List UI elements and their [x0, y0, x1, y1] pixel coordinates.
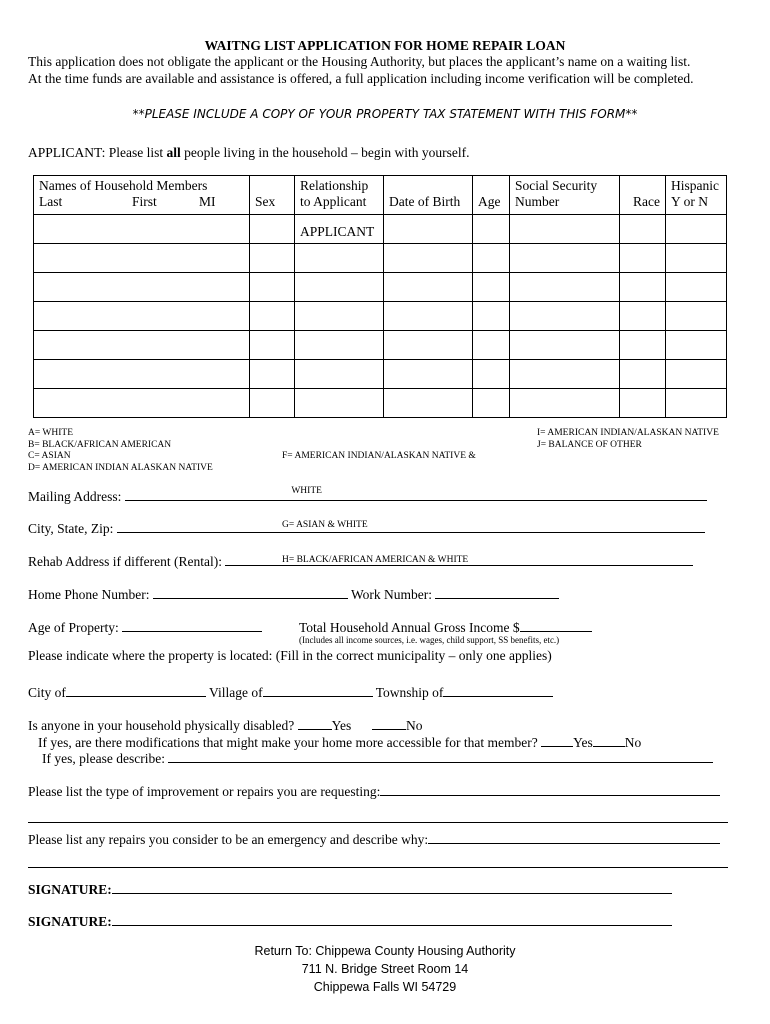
- cell-sex[interactable]: [250, 389, 295, 418]
- improvements-row: [28, 783, 720, 800]
- header-mi: MI: [199, 194, 216, 209]
- header-last: Last: [39, 194, 63, 209]
- work-number-field[interactable]: [435, 586, 559, 599]
- cell-ssn[interactable]: [510, 331, 620, 360]
- city-state-zip-row: [28, 520, 705, 537]
- disabled-question: Is anyone in your household physically disabled?: [28, 718, 295, 733]
- cell-age[interactable]: [473, 244, 510, 273]
- emergency-extra-line[interactable]: [28, 867, 728, 868]
- applicant-prompt-start: APPLICANT: Please list: [28, 145, 167, 160]
- cell-relationship[interactable]: [295, 302, 384, 331]
- signature-label: SIGNATURE:: [28, 914, 112, 929]
- cell-sex[interactable]: [250, 273, 295, 302]
- cell-name[interactable]: [34, 302, 250, 331]
- header-hispanic: [666, 176, 727, 215]
- cell-age[interactable]: [473, 331, 510, 360]
- improvements-field[interactable]: [380, 783, 720, 796]
- header-hisp-line2: Y or N: [671, 194, 708, 209]
- phone-row: [28, 586, 559, 603]
- legend-item: B= BLACK/AFRICAN AMERICAN: [28, 439, 172, 450]
- cell-relationship[interactable]: [295, 215, 384, 244]
- city-of-label: City of: [28, 685, 66, 700]
- cell-relationship[interactable]: [295, 244, 384, 273]
- disabled-yes-label: Yes: [331, 718, 352, 733]
- table-row: [34, 273, 727, 302]
- rehab-address-label: Rehab Address if different (Rental):: [28, 554, 222, 569]
- legend-item: J= BALANCE OF OTHER: [537, 439, 642, 450]
- header-relationship: [295, 176, 384, 215]
- header-age: [473, 176, 510, 215]
- cell-relationship[interactable]: [295, 273, 384, 302]
- cell-ssn[interactable]: [510, 360, 620, 389]
- cell-ssn[interactable]: [510, 273, 620, 302]
- cell-sex[interactable]: [250, 360, 295, 389]
- work-number-label: Work Number:: [351, 587, 433, 602]
- signature-row-1: [28, 881, 672, 898]
- cell-name[interactable]: [34, 331, 250, 360]
- modifications-no-label: No: [624, 735, 642, 750]
- legend-item: D= AMERICAN INDIAN ALASKAN NATIVE: [28, 462, 213, 473]
- table-row: [34, 244, 727, 273]
- location-prompt: Please indicate where the property is located: (Fill in the correct municipality – only one applies): [28, 648, 552, 663]
- cell-dob[interactable]: [384, 389, 473, 418]
- applicant-prompt-end: people living in the household – begin with yourself.: [180, 145, 470, 160]
- city-state-zip-label: City, State, Zip:: [28, 521, 114, 536]
- township-of-field[interactable]: [443, 684, 553, 697]
- cell-age[interactable]: [473, 302, 510, 331]
- legend-item: G= ASIAN & WHITE: [282, 520, 368, 530]
- modifications-question: If yes, are there modifications that might make your home more accessible for that member?: [38, 735, 538, 750]
- cell-hispanic[interactable]: [666, 215, 727, 244]
- income-row: [299, 619, 592, 636]
- tax-statement-note: **PLEASE INCLUDE A COPY OF YOUR PROPERTY TAX STATEMENT WITH THIS FORM**: [132, 107, 638, 121]
- cell-hispanic[interactable]: [666, 302, 727, 331]
- cell-race[interactable]: [620, 389, 666, 418]
- modifications-row: [38, 734, 641, 751]
- legend-item: H= BLACK/AFRICAN AMERICAN & WHITE: [282, 554, 469, 565]
- village-of-field[interactable]: [263, 684, 373, 697]
- header-race-label: Race: [633, 194, 660, 209]
- income-note: (Includes all income sources, i.e. wages, child support, SS benefits, etc.): [299, 635, 560, 645]
- modifications-yes-label: Yes: [573, 735, 593, 750]
- race-legend-col1: [28, 428, 213, 474]
- home-phone-field[interactable]: [153, 586, 348, 599]
- cell-name[interactable]: [34, 215, 250, 244]
- cell-hispanic[interactable]: [666, 273, 727, 302]
- header-ssn: [510, 176, 620, 215]
- disabled-no-label: No: [405, 718, 423, 733]
- header-names-title: Names of Household Members: [39, 178, 208, 193]
- mailing-address-label: Mailing Address:: [28, 489, 122, 504]
- mailing-address-field[interactable]: [125, 485, 707, 501]
- cell-dob[interactable]: [384, 331, 473, 360]
- header-race: [620, 176, 666, 215]
- return-line-2: 711 N. Bridge Street Room 14: [301, 962, 469, 976]
- cell-sex[interactable]: [250, 244, 295, 273]
- race-legend-col3: [537, 428, 719, 451]
- cell-hispanic[interactable]: [666, 244, 727, 273]
- header-rel-line2: to Applicant: [300, 194, 367, 209]
- cell-name[interactable]: [34, 360, 250, 389]
- form-title: WAITNG LIST APPLICATION FOR HOME REPAIR LOAN: [204, 38, 566, 53]
- cell-relationship[interactable]: [295, 360, 384, 389]
- cell-dob[interactable]: [384, 360, 473, 389]
- signature-field[interactable]: [112, 913, 672, 926]
- home-phone-label: Home Phone Number:: [28, 587, 150, 602]
- improvements-extra-line[interactable]: [28, 822, 728, 823]
- table-row: [34, 331, 727, 360]
- table-row: [34, 360, 727, 389]
- cell-name[interactable]: [34, 244, 250, 273]
- describe-field[interactable]: [168, 750, 713, 763]
- cell-age[interactable]: [473, 389, 510, 418]
- legend-item: A= WHITE: [28, 428, 74, 438]
- return-address: [0, 942, 770, 996]
- emergency-row: [28, 831, 720, 848]
- applicant-prompt: [28, 145, 469, 161]
- cell-race[interactable]: [620, 331, 666, 360]
- improvements-label: Please list the type of improvement or repairs you are requesting:: [28, 784, 381, 799]
- intro-line-1: This application does not obligate the applicant or the Housing Authority, but places the applicant’s name on a waiting list.: [28, 54, 691, 69]
- applicant-relationship: APPLICANT: [300, 224, 375, 239]
- header-names: [34, 176, 250, 215]
- rehab-address-field[interactable]: [225, 553, 693, 566]
- signature-row-2: [28, 913, 672, 930]
- cell-race[interactable]: [620, 273, 666, 302]
- signature-field[interactable]: [112, 881, 672, 894]
- header-dob-label: Date of Birth: [389, 194, 461, 209]
- header-sex-label: Sex: [255, 194, 276, 209]
- describe-label: If yes, please describe:: [42, 751, 165, 766]
- return-line-3: Chippewa Falls WI 54729: [313, 980, 457, 994]
- cell-sex[interactable]: [250, 331, 295, 360]
- applicant-prompt-bold: all: [166, 145, 181, 160]
- cell-race[interactable]: [620, 302, 666, 331]
- cell-dob[interactable]: [384, 273, 473, 302]
- cell-age[interactable]: [473, 360, 510, 389]
- intro-line-2: At the time funds are available and assistance is offered, a full application including income verification will be completed.: [28, 71, 694, 86]
- disabled-row: [28, 717, 422, 734]
- cell-ssn[interactable]: [510, 302, 620, 331]
- header-ssn-line1: Social Security: [515, 178, 598, 193]
- legend-item: F= AMERICAN INDIAN/ALASKAN NATIVE &: [282, 451, 476, 461]
- table-row: [34, 302, 727, 331]
- cell-name[interactable]: [34, 389, 250, 418]
- modifications-no-field[interactable]: [593, 734, 625, 747]
- header-rel-line1: Relationship: [300, 178, 369, 193]
- cell-hispanic[interactable]: [666, 331, 727, 360]
- cell-sex[interactable]: [250, 215, 295, 244]
- header-dob: [384, 176, 473, 215]
- income-field[interactable]: [520, 619, 592, 632]
- cell-name[interactable]: [34, 273, 250, 302]
- city-of-field[interactable]: [66, 684, 206, 697]
- table-row: [34, 389, 727, 418]
- city-state-zip-field[interactable]: [117, 520, 705, 533]
- emergency-label: Please list any repairs you consider to be an emergency and describe why:: [28, 832, 429, 847]
- household-table: [33, 175, 727, 418]
- table-row: [34, 215, 727, 244]
- mailing-address-row: [28, 485, 707, 505]
- municipality-row: [28, 684, 553, 701]
- age-of-property-label: Age of Property:: [28, 620, 119, 635]
- rehab-address-row: [28, 553, 693, 570]
- emergency-field[interactable]: [428, 831, 720, 844]
- cell-dob[interactable]: [384, 215, 473, 244]
- disabled-no-field[interactable]: [372, 717, 406, 730]
- income-label: Total Household Annual Gross Income $: [299, 620, 520, 635]
- cell-race[interactable]: [620, 215, 666, 244]
- property-age-row: [28, 619, 262, 636]
- legend-item: C= ASIAN: [28, 451, 71, 461]
- legend-item: I= AMERICAN INDIAN/ALASKAN NATIVE: [537, 428, 719, 438]
- township-of-label: Township of: [375, 685, 444, 700]
- cell-hispanic[interactable]: [666, 360, 727, 389]
- village-of-label: Village of: [209, 685, 263, 700]
- header-sex: [250, 176, 295, 215]
- age-of-property-field[interactable]: [122, 619, 262, 632]
- cell-relationship[interactable]: [295, 389, 384, 418]
- cell-race[interactable]: [620, 244, 666, 273]
- signature-label: SIGNATURE:: [28, 882, 112, 897]
- table-header-row: [34, 176, 727, 215]
- header-age-label: Age: [478, 194, 501, 209]
- return-line-1: Return To: Chippewa County Housing Authority: [254, 944, 516, 958]
- intro-text: [28, 53, 748, 87]
- cell-age[interactable]: [473, 273, 510, 302]
- disabled-yes-field[interactable]: [298, 717, 332, 730]
- legend-item: WHITE: [282, 485, 322, 496]
- header-hisp-line1: Hispanic: [671, 178, 719, 193]
- cell-race[interactable]: [620, 360, 666, 389]
- cell-dob[interactable]: [384, 244, 473, 273]
- cell-ssn[interactable]: [510, 244, 620, 273]
- cell-relationship[interactable]: [295, 331, 384, 360]
- header-first: First: [132, 194, 157, 209]
- header-ssn-line2: Number: [515, 194, 560, 209]
- cell-sex[interactable]: [250, 302, 295, 331]
- cell-age[interactable]: [473, 215, 510, 244]
- cell-hispanic[interactable]: [666, 389, 727, 418]
- cell-ssn[interactable]: [510, 389, 620, 418]
- modifications-yes-field[interactable]: [541, 734, 573, 747]
- describe-row: [42, 750, 713, 767]
- cell-ssn[interactable]: [510, 215, 620, 244]
- cell-dob[interactable]: [384, 302, 473, 331]
